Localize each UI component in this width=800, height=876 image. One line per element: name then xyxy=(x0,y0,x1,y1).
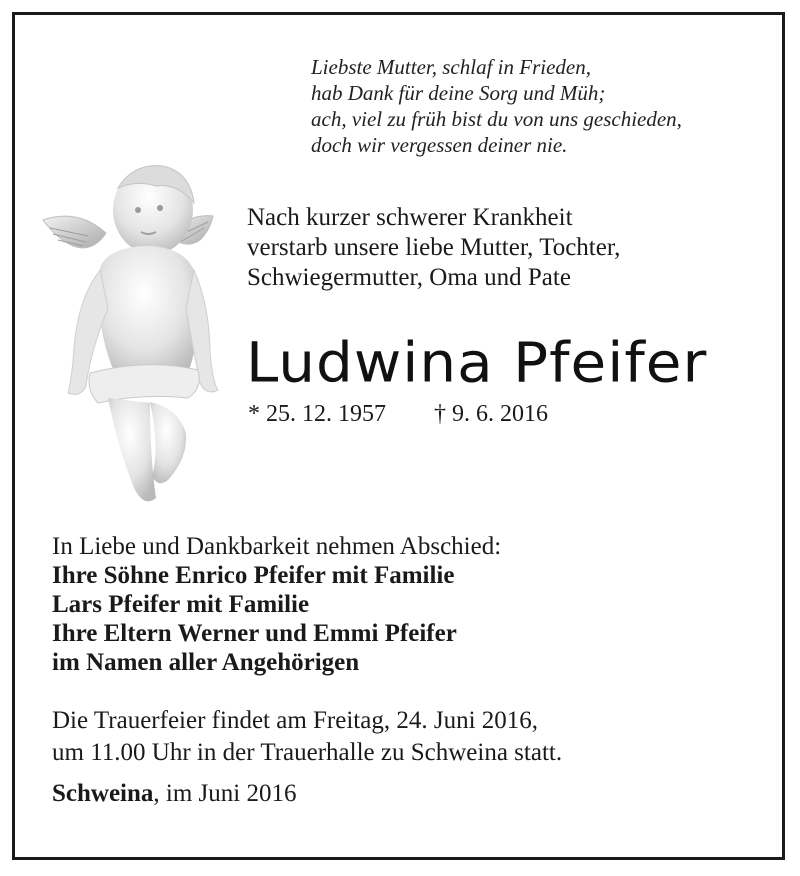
mourner-line: Ihre Söhne Enrico Pfeifer mit Familie xyxy=(52,562,455,589)
place-and-date xyxy=(52,780,296,808)
mourner-line: Lars Pfeifer mit Familie xyxy=(52,591,310,618)
birth-date: * 25. 12. 1957 xyxy=(248,401,386,427)
cherub-angel-icon xyxy=(38,158,228,518)
poem-line: Liebste Mutter, schlaf in Frieden, xyxy=(311,55,591,79)
announcement-line: verstarb unsere liebe Mutter, Tochter, xyxy=(247,234,621,261)
memorial-poem xyxy=(311,54,682,158)
poem-line: doch wir vergessen deiner nie. xyxy=(311,133,568,157)
announcement-line: Nach kurzer schwerer Krankheit xyxy=(247,204,573,231)
mourner-line: im Namen aller Angehörigen xyxy=(52,649,360,676)
place-town: Schweina xyxy=(52,780,154,807)
place-date: , im Juni 2016 xyxy=(153,780,297,807)
deceased-name: Ludwina Pfeifer xyxy=(246,329,708,395)
poem-line: ach, viel zu früh bist du von uns geschieden, xyxy=(311,107,682,131)
farewell-intro: In Liebe und Dankbarkeit nehmen Abschied: xyxy=(52,533,502,560)
death-announcement xyxy=(247,203,620,293)
life-dates xyxy=(248,401,548,428)
funeral-service-info xyxy=(52,705,562,769)
farewell-block xyxy=(52,532,501,677)
service-line: Die Trauerfeier findet am Freitag, 24. Juni 2016, xyxy=(52,707,539,734)
poem-line: hab Dank für deine Sorg und Müh; xyxy=(311,81,606,105)
service-line: um 11.00 Uhr in der Trauerhalle zu Schweina statt. xyxy=(52,739,563,766)
announcement-line: Schwiegermutter, Oma und Pate xyxy=(247,264,571,291)
death-date: † 9. 6. 2016 xyxy=(434,401,548,427)
mourner-line: Ihre Eltern Werner und Emmi Pfeifer xyxy=(52,620,457,647)
